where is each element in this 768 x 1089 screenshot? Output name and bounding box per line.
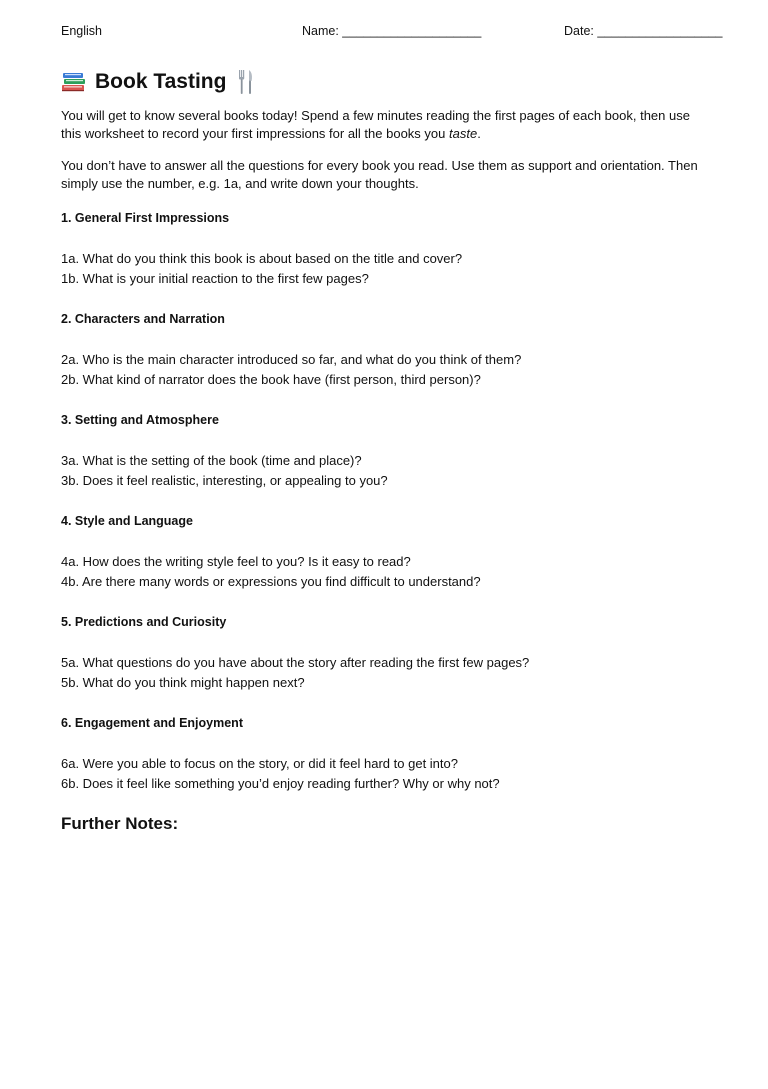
question-5a: 5a. What questions do you have about the story after reading the first few pages? (61, 655, 530, 670)
date-field: Date: __________________ (564, 24, 723, 38)
question-2a: 2a. Who is the main character introduced so far, and what do you think of them? (61, 352, 522, 367)
section-setting-atmosphere (61, 411, 721, 512)
question-6a: 6a. Were you able to focus on the story, or did it feel hard to get into? (61, 756, 458, 771)
question-5b: 5b. What do you think might happen next? (61, 675, 305, 690)
question-4a: 4a. How does the writing style feel to you? Is it easy to read? (61, 554, 411, 569)
name-field: Name: ____________________ (302, 24, 482, 38)
section-style-language (61, 512, 721, 613)
intro-text-end: . (477, 126, 481, 141)
intro-text-start: You will get to know several books today! Spend a few minutes reading the first pages of each book, then use this worksheet to record your first impressions for all the books you (61, 108, 690, 141)
section-heading: 3. Setting and Atmosphere (61, 413, 219, 427)
section-general-impressions (61, 209, 721, 310)
section-engagement-enjoyment (61, 714, 721, 815)
question-1b: 1b. What is your initial reaction to the first few pages? (61, 271, 369, 286)
subject-label: English (61, 24, 102, 38)
section-heading: 4. Style and Language (61, 514, 193, 528)
section-predictions-curiosity (61, 613, 721, 714)
section-characters-narration (61, 310, 721, 411)
further-notes-heading: Further Notes: (61, 814, 179, 833)
intro-emphasis: taste (449, 126, 478, 141)
title-row (61, 66, 256, 98)
worksheet-header (61, 24, 723, 42)
section-heading: 6. Engagement and Enjoyment (61, 716, 243, 730)
question-1a: 1a. What do you think this book is about based on the title and cover? (61, 251, 463, 266)
instructions-paragraph: You don’t have to answer all the questions for every book you read. Use them as support and orientation. Then simply use the number, e.g. 1a, and write down your thoughts. (61, 158, 698, 191)
question-3b: 3b. Does it feel realistic, interesting, or appealing to you? (61, 473, 388, 488)
fork-knife-icon (236, 68, 256, 96)
question-sections (61, 209, 721, 815)
question-3a: 3a. What is the setting of the book (time and place)? (61, 453, 362, 468)
section-heading: 1. General First Impressions (61, 211, 230, 225)
question-6b: 6b. Does it feel like something you’d enjoy reading further? Why or why not? (61, 776, 500, 791)
question-2b: 2b. What kind of narrator does the book have (first person, third person)? (61, 372, 481, 387)
section-heading: 5. Predictions and Curiosity (61, 615, 227, 629)
page-title: Book Tasting (95, 70, 227, 93)
question-4b: 4b. Are there many words or expressions you find difficult to understand? (61, 574, 481, 589)
books-icon (61, 69, 87, 95)
intro-paragraph (61, 107, 711, 143)
section-heading: 2. Characters and Narration (61, 312, 225, 326)
